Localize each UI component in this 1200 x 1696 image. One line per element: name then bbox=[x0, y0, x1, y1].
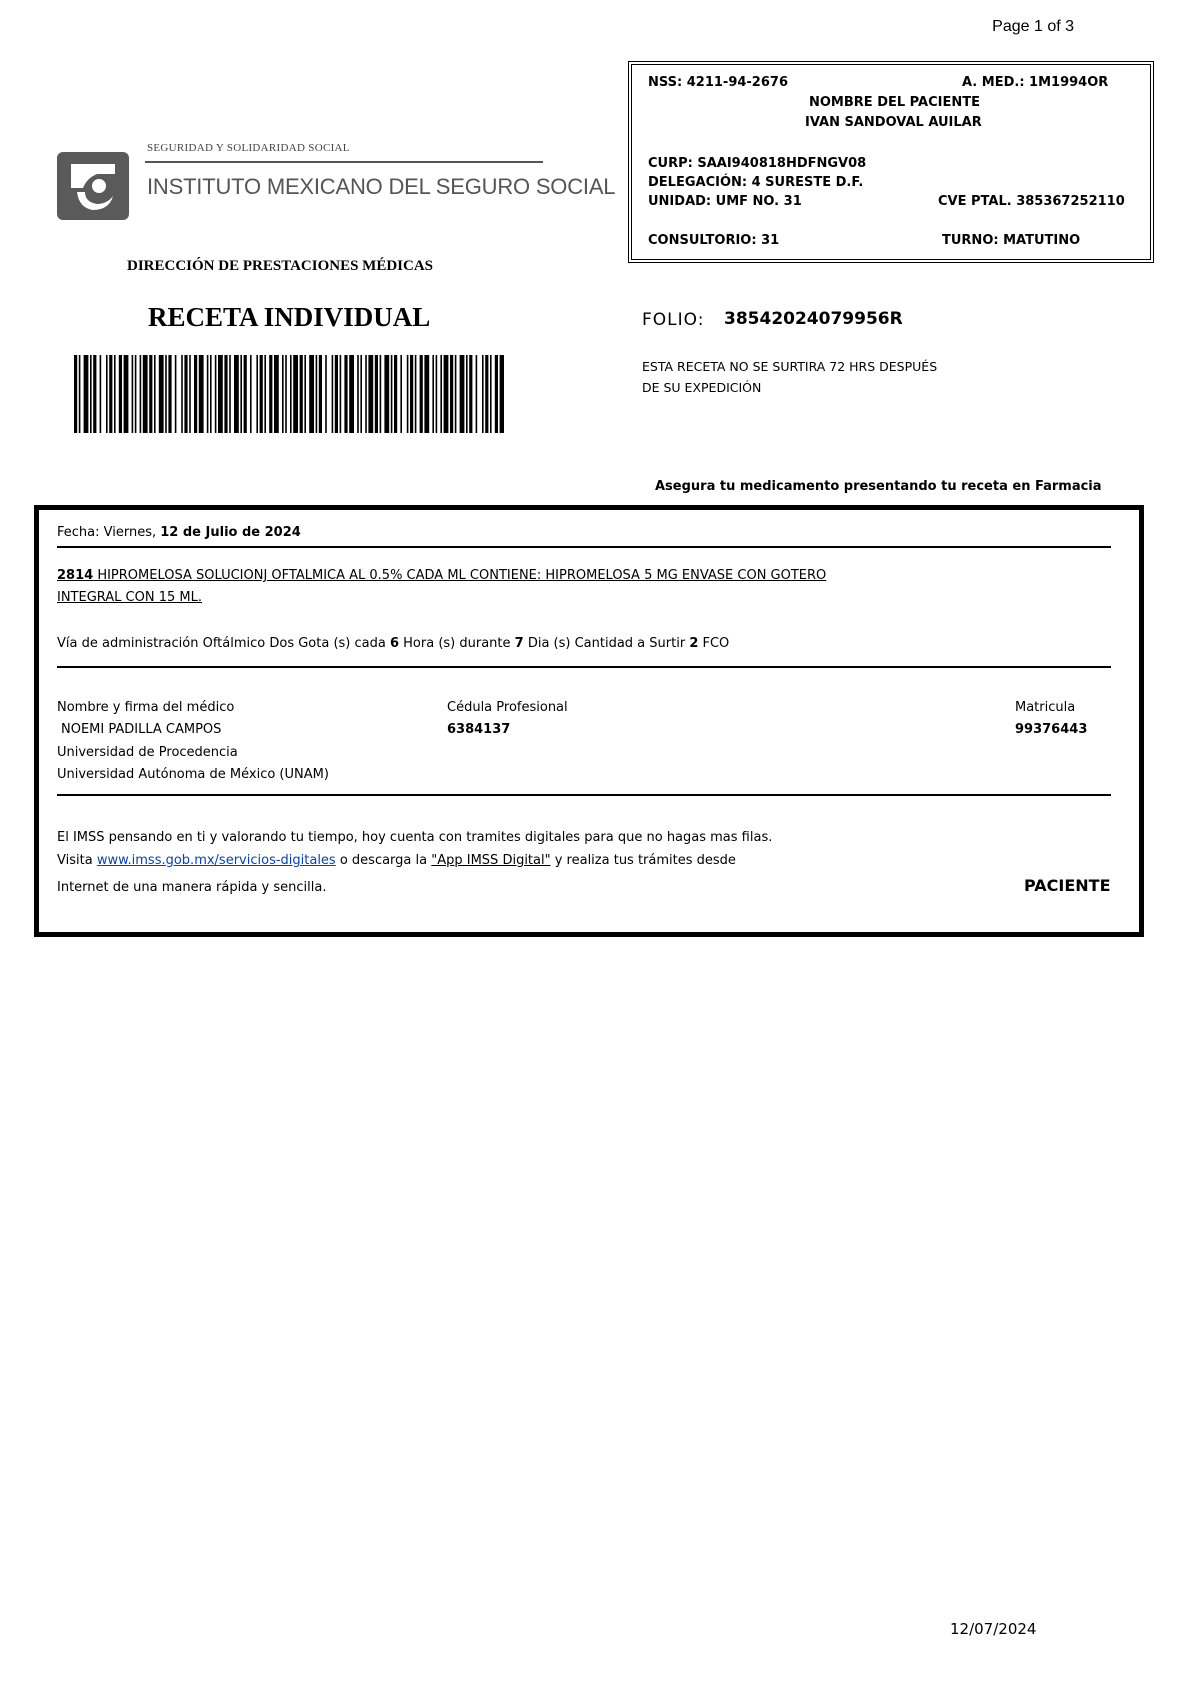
direccion-heading: DIRECCIÓN DE PRESTACIONES MÉDICAS bbox=[127, 258, 434, 274]
medication-code: 2814 bbox=[57, 568, 94, 583]
administration-instructions bbox=[57, 636, 729, 651]
app-name: "App IMSS Digital" bbox=[431, 853, 551, 868]
folio-value: 38542024079956R bbox=[724, 309, 903, 329]
footer-date: 12/07/2024 bbox=[950, 1620, 1037, 1638]
via-text: FCO bbox=[698, 636, 730, 651]
consultorio-field: CONSULTORIO: 31 bbox=[648, 233, 780, 248]
a-med-field: A. MED.: 1M1994OR bbox=[962, 75, 1109, 90]
medication-line1 bbox=[57, 568, 826, 583]
curp-field: CURP: SAAI940818HDFNGV08 bbox=[648, 156, 867, 171]
patient-info-box bbox=[628, 61, 1154, 263]
digital-services-line2 bbox=[57, 853, 736, 868]
divider bbox=[57, 546, 1111, 548]
footer-text: y realiza tus trámites desde bbox=[550, 853, 736, 868]
imss-services-link[interactable]: www.imss.gob.mx/servicios-digitales bbox=[96, 853, 336, 868]
digital-services-line1: El IMSS pensando en ti y valorando tu tiempo, hoy cuenta con tramites digitales para que no hagas mas filas. bbox=[57, 830, 773, 845]
logo-divider bbox=[145, 161, 543, 163]
cedula-value: 6384137 bbox=[447, 722, 511, 737]
via-text: Vía de administración Oftálmico Dos Gota (s) cada bbox=[57, 636, 390, 651]
expiry-warning-line1: ESTA RECETA NO SE SURTIRA 72 HRS DESPUÉS bbox=[642, 359, 938, 374]
doctor-name: NOEMI PADILLA CAMPOS bbox=[61, 722, 222, 737]
divider bbox=[57, 666, 1111, 668]
imss-logo-icon bbox=[57, 152, 129, 220]
medication-description: HIPROMELOSA SOLUCIONJ OFTALMICA AL 0.5% CADA ML CONTIENE: HIPROMELOSA 5 MG ENVASE CON GOTERO bbox=[93, 568, 827, 583]
prescription-box bbox=[34, 505, 1144, 937]
university-label: Universidad de Procedencia bbox=[57, 745, 238, 760]
delegacion-field: DELEGACIÓN: 4 SURESTE D.F. bbox=[648, 175, 864, 190]
cve-ptal-field: CVE PTAL. 385367252110 bbox=[938, 194, 1125, 209]
via-text: Hora (s) durante bbox=[399, 636, 515, 651]
university-name: Universidad Autónoma de México (UNAM) bbox=[57, 767, 329, 782]
footer-text: Visita bbox=[57, 853, 97, 868]
matricula-label: Matricula bbox=[1015, 700, 1076, 715]
patient-name: IVAN SANDOVAL AUILAR bbox=[805, 115, 982, 130]
footer-text: o descarga la bbox=[335, 853, 432, 868]
divider bbox=[57, 794, 1111, 796]
matricula-value: 99376443 bbox=[1015, 722, 1088, 737]
logo-title: INSTITUTO MEXICANO DEL SEGURO SOCIAL bbox=[147, 174, 616, 199]
digital-services-line3: Internet de una manera rápida y sencilla. bbox=[57, 880, 327, 895]
folio-label: FOLIO: bbox=[642, 310, 705, 330]
fecha-label: Fecha: Viernes, bbox=[57, 525, 161, 540]
logo-subtitle: SEGURIDAD Y SOLIDARIDAD SOCIAL bbox=[147, 142, 350, 154]
via-hours: 6 bbox=[389, 636, 400, 651]
turno-field: TURNO: MATUTINO bbox=[942, 233, 1081, 248]
document-title: RECETA INDIVIDUAL bbox=[148, 302, 431, 332]
expiry-warning-line2: DE SU EXPEDICIÓN bbox=[642, 380, 762, 395]
doctor-name-label: Nombre y firma del médico bbox=[57, 700, 235, 715]
via-text: Dia (s) Cantidad a Surtir bbox=[523, 636, 690, 651]
pharmacy-notice: Asegura tu medicamento presentando tu receta en Farmacia bbox=[655, 479, 1102, 494]
cedula-label: Cédula Profesional bbox=[447, 700, 568, 715]
medication-line2: INTEGRAL CON 15 ML. bbox=[57, 590, 202, 605]
via-quantity: 2 bbox=[689, 636, 699, 651]
fecha-value: 12 de Julio de 2024 bbox=[160, 525, 301, 540]
expiry-warning bbox=[642, 356, 962, 398]
patient-name-label: NOMBRE DEL PACIENTE bbox=[809, 95, 980, 110]
fecha-line bbox=[57, 525, 301, 540]
page-indicator: Page 1 of 3 bbox=[992, 18, 1074, 35]
copy-type-label: PACIENTE bbox=[1024, 876, 1111, 895]
unidad-field: UNIDAD: UMF NO. 31 bbox=[648, 194, 802, 209]
barcode-image bbox=[74, 355, 504, 433]
nss-field: NSS: 4211-94-2676 bbox=[648, 75, 788, 90]
via-days: 7 bbox=[514, 636, 524, 651]
